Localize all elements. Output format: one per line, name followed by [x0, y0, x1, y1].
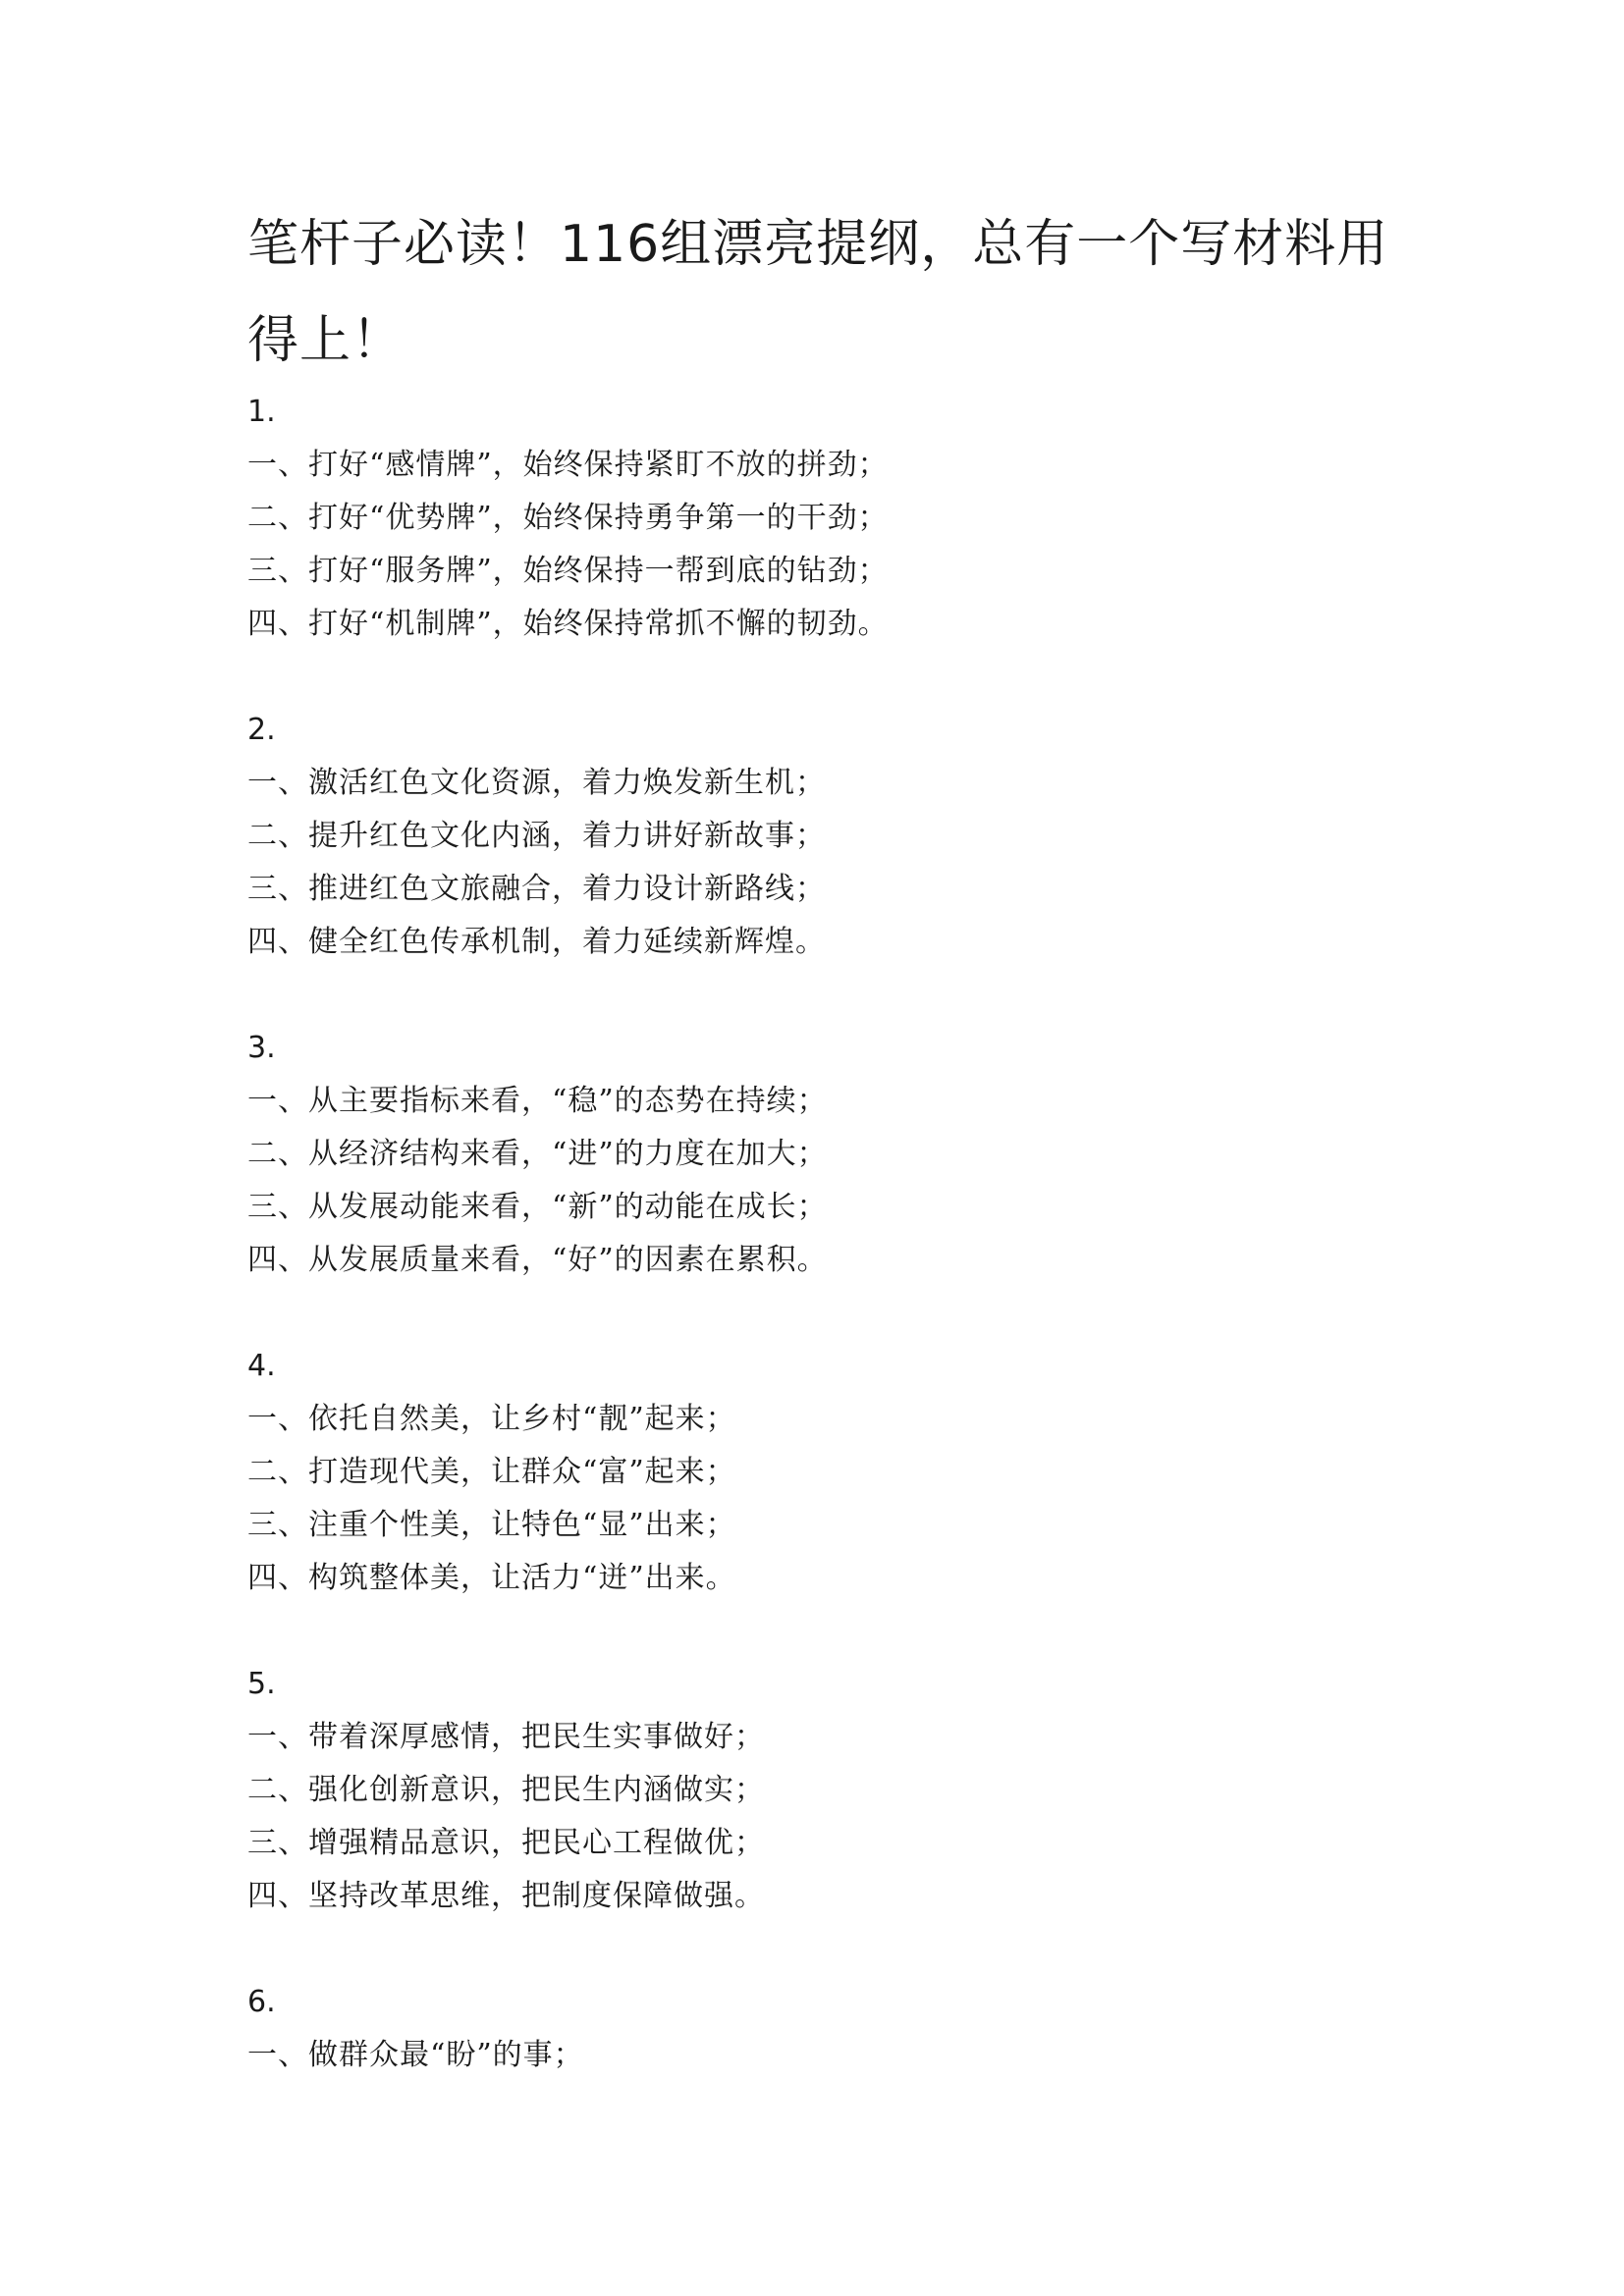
- outline-item: 三、打好“服务牌”，始终保持一帮到底的钻劲；: [247, 554, 889, 588]
- outline-item: 二、从经济结构来看，“进”的力度在加大；: [247, 1137, 828, 1171]
- section-number: 4.: [247, 1349, 276, 1383]
- outline-item: 四、健全红色传承机制，着力延续新辉煌。: [247, 925, 826, 959]
- outline-section: [247, 1976, 1426, 2082]
- outline-section: [247, 1022, 1426, 1287]
- outline-item: 一、从主要指标来看，“稳”的态势在持续；: [247, 1084, 828, 1118]
- outline-item: 四、从发展质量来看，“好”的因素在累积。: [247, 1243, 828, 1277]
- outline-item: 二、提升红色文化内涵，着力讲好新故事；: [247, 819, 826, 853]
- outline-item: 三、增强精品意识，把民心工程做优；: [247, 1826, 765, 1860]
- outline-item: 一、依托自然美，让乡村“靓”起来；: [247, 1402, 736, 1436]
- outline-item: 三、从发展动能来看，“新”的动能在成长；: [247, 1190, 828, 1224]
- outline-section: [247, 1340, 1426, 1605]
- section-number: 1.: [247, 395, 276, 429]
- outline-item: 四、坚持改革思维，把制度保障做强。: [247, 1879, 765, 1913]
- outline-item: 四、构筑整体美，让活力“迸”出来。: [247, 1561, 736, 1595]
- outline-item: 一、做群众最“盼”的事；: [247, 2038, 584, 2072]
- section-number: 2.: [247, 713, 276, 747]
- document-title: 笔杆子必读！116组漂亮提纲，总有一个写材料用得上！: [247, 215, 1389, 370]
- outline-item: 三、注重个性美，让特色“显”出来；: [247, 1508, 736, 1542]
- outline-item: 一、激活红色文化资源，着力焕发新生机；: [247, 766, 826, 800]
- outline-item: 一、带着深厚感情，把民生实事做好；: [247, 1720, 765, 1754]
- outline-item: 四、打好“机制牌”，始终保持常抓不懈的韧劲。: [247, 607, 889, 641]
- outline-sections: [247, 386, 1426, 2082]
- outline-item: 三、推进红色文旅融合，着力设计新路线；: [247, 872, 826, 906]
- section-number: 6.: [247, 1985, 276, 2019]
- outline-section: [247, 704, 1426, 969]
- outline-item: 一、打好“感情牌”，始终保持紧盯不放的拼劲；: [247, 448, 889, 482]
- section-number: 5.: [247, 1667, 276, 1701]
- outline-section: [247, 386, 1426, 651]
- outline-item: 二、打好“优势牌”，始终保持勇争第一的干劲；: [247, 501, 889, 535]
- section-number: 3.: [247, 1031, 276, 1065]
- outline-item: 二、打造现代美，让群众“富”起来；: [247, 1455, 736, 1489]
- outline-item: 二、强化创新意识，把民生内涵做实；: [247, 1773, 765, 1807]
- outline-section: [247, 1658, 1426, 1923]
